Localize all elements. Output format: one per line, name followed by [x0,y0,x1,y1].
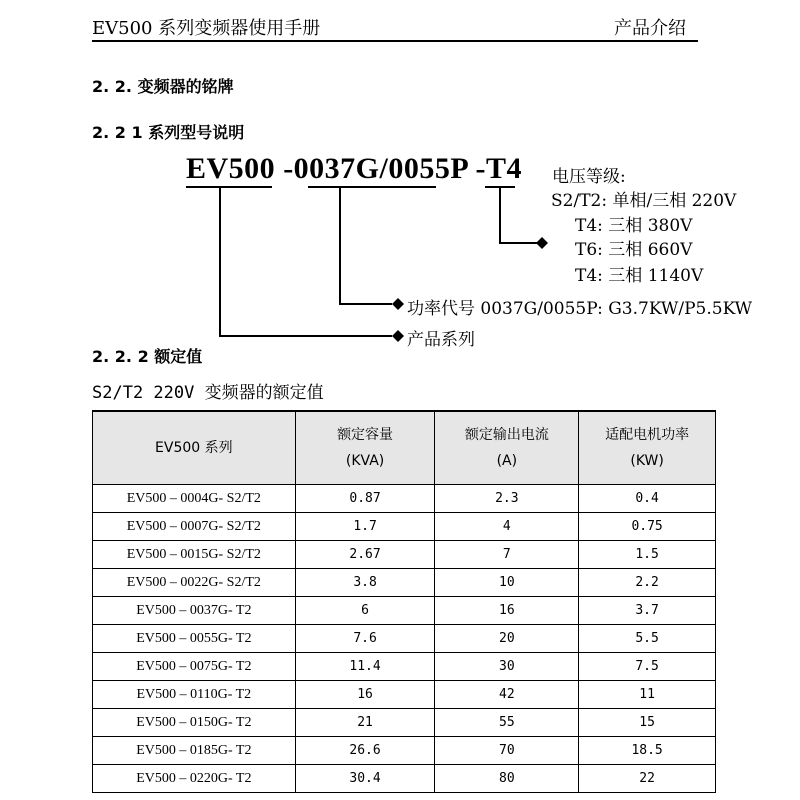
cell-current: 16 [435,597,579,625]
cell-model: EV500 – 0075G- T2 [93,653,296,681]
cell-capacity: 26.6 [295,737,435,765]
cell-current: 4 [435,513,579,541]
cell-model: EV500 – 0022G- S2/T2 [93,569,296,597]
ratings-table [92,410,716,793]
table-row [93,653,716,681]
cell-model: EV500 – 0004G- S2/T2 [93,485,296,513]
cell-current: 10 [435,569,579,597]
cell-capacity: 11.4 [295,653,435,681]
power-annotation: 功率代号 0037G/0055P: G3.7KW/P5.5KW [407,299,753,319]
cell-model: EV500 – 0007G- S2/T2 [93,513,296,541]
cell-motor-power: 7.5 [579,653,716,681]
table-row [93,765,716,793]
table-header-row [93,411,716,485]
table-row [93,541,716,569]
cell-motor-power: 0.4 [579,485,716,513]
header-chapter: 产品介绍 [614,18,686,39]
cell-motor-power: 3.7 [579,597,716,625]
table-row [93,597,716,625]
cell-model: EV500 – 0015G- S2/T2 [93,541,296,569]
cell-motor-power: 15 [579,709,716,737]
col-header-motor-power: 适配电机功率 (KW) [579,411,716,485]
section-heading-model: 2. 2 1 系列型号说明 [92,123,245,142]
voltage-title: 电压等级: [552,167,626,187]
cell-capacity: 1.7 [295,513,435,541]
cell-capacity: 30.4 [295,765,435,793]
col-header-capacity: 额定容量 (KVA) [295,411,435,485]
cell-capacity: 2.67 [295,541,435,569]
col-header-current: 额定输出电流 (A) [435,411,579,485]
voltage-item: T4: 三相 1140V [575,266,704,286]
table-caption: S2/T2 220V 变频器的额定值 [92,383,324,403]
cell-model: EV500 – 0220G- T2 [93,765,296,793]
col-header-model: EV500 系列 [93,411,296,485]
cell-motor-power: 0.75 [579,513,716,541]
cell-model: EV500 – 0055G- T2 [93,625,296,653]
cell-capacity: 7.6 [295,625,435,653]
cell-capacity: 3.8 [295,569,435,597]
cell-current: 7 [435,541,579,569]
diamond-voltage [536,237,548,249]
cell-model: EV500 – 0185G- T2 [93,737,296,765]
table-row [93,681,716,709]
cell-current: 55 [435,709,579,737]
cell-motor-power: 2.2 [579,569,716,597]
cell-model: EV500 – 0150G- T2 [93,709,296,737]
section-heading-nameplate: 2. 2. 变频器的铭牌 [92,77,234,96]
cell-current: 42 [435,681,579,709]
cell-current: 20 [435,625,579,653]
cell-motor-power: 22 [579,765,716,793]
cell-motor-power: 5.5 [579,625,716,653]
model-power: -0037G/0055P [283,152,468,185]
model-voltage: -T4 [475,152,523,185]
cell-motor-power: 18.5 [579,737,716,765]
table-row [93,625,716,653]
cell-current: 30 [435,653,579,681]
voltage-item: S2/T2: 单相/三相 220V [551,191,737,211]
diamond-series [392,330,404,342]
cell-capacity: 16 [295,681,435,709]
voltage-item: T6: 三相 660V [575,240,693,260]
diamond-power [392,298,404,310]
cell-model: EV500 – 0110G- T2 [93,681,296,709]
cell-model: EV500 – 0037G- T2 [93,597,296,625]
table-row [93,737,716,765]
cell-current: 80 [435,765,579,793]
table-row [93,569,716,597]
cell-capacity: 6 [295,597,435,625]
cell-motor-power: 11 [579,681,716,709]
cell-capacity: 0.87 [295,485,435,513]
voltage-item: T4: 三相 380V [575,216,693,236]
cell-capacity: 21 [295,709,435,737]
cell-motor-power: 1.5 [579,541,716,569]
section-heading-ratings: 2. 2. 2 额定值 [92,347,203,366]
header-title: EV500 系列变频器使用手册 [92,18,321,39]
series-annotation: 产品系列 [407,330,475,350]
cell-current: 70 [435,737,579,765]
table-row [93,513,716,541]
cell-current: 2.3 [435,485,579,513]
table-row [93,485,716,513]
model-series: EV500 [186,152,276,185]
table-row [93,709,716,737]
